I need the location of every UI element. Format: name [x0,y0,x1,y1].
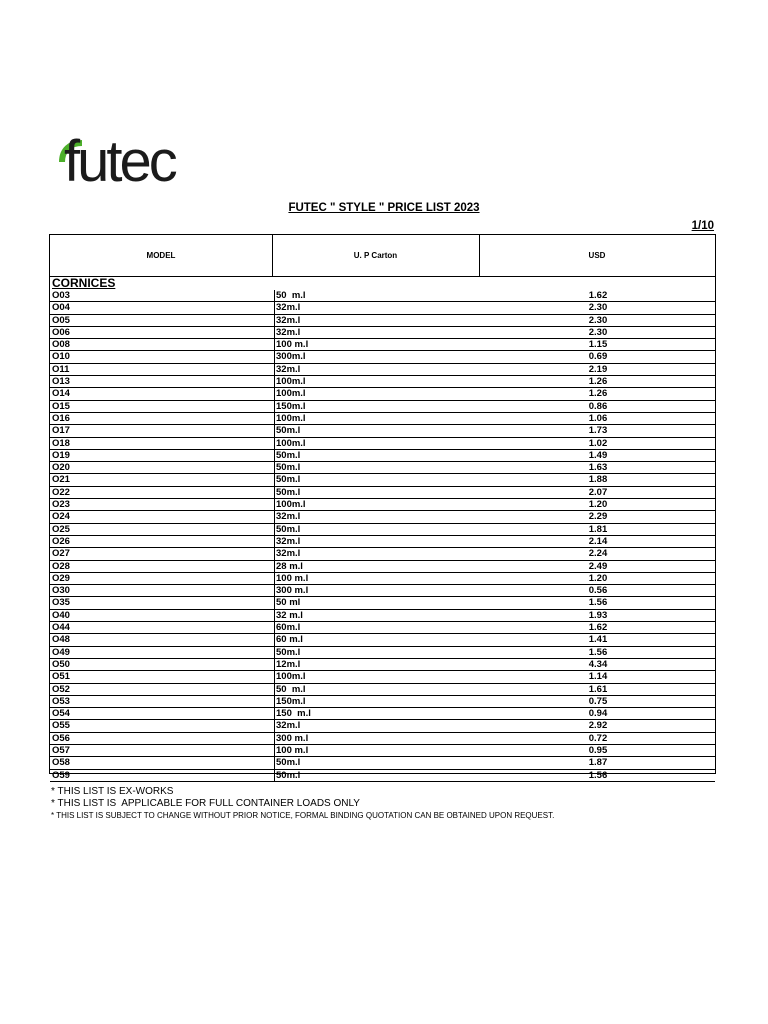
usd-cell: 1.02 [588,437,608,449]
model-cell: O08 [52,339,70,351]
usd-cell: 1.06 [588,412,608,424]
header-usd: USD [588,251,606,260]
futec-logo [56,129,226,202]
model-cell: O55 [52,720,70,732]
table-row [50,745,715,757]
model-cell: O27 [52,548,70,560]
usd-cell: 2.30 [588,302,608,314]
usd-cell: 0.69 [588,351,608,363]
table-row [50,388,715,400]
table-row [50,376,715,388]
usd-cell: 2.30 [588,326,608,338]
logo-wordmark: futec [64,129,175,194]
carton-cell: 50m.l [276,646,301,658]
model-cell: O11 [52,363,70,375]
table-row [50,708,715,720]
table-row [50,684,715,696]
table-row [50,438,715,450]
usd-cell: 1.62 [588,290,608,301]
table-row [50,413,715,425]
table-row [50,720,715,732]
usd-cell: 1.26 [588,388,608,400]
carton-cell: 100m.l [276,388,306,400]
carton-cell: 50 ml [276,597,301,609]
usd-cell: 0.75 [588,695,608,707]
header-model: MODEL [50,235,273,276]
usd-cell: 2.49 [588,560,608,572]
carton-cell: 50m.l [276,523,301,535]
table-header [50,235,715,277]
usd-cell: 4.34 [588,658,608,670]
usd-cell: 1.93 [588,609,608,621]
carton-cell: 100 m.l [276,572,309,584]
carton-cell: 50m.l [276,474,301,486]
table-row [50,610,715,622]
carton-cell: 32m.l [276,326,301,338]
model-cell: O25 [52,523,70,535]
usd-cell: 0.72 [588,732,608,744]
model-cell: O22 [52,486,70,498]
carton-cell: 100 m.l [276,339,309,351]
table-row [50,339,715,351]
usd-cell: 1.14 [588,671,608,683]
model-cell: O04 [52,302,70,314]
table-row [50,290,715,302]
usd-cell: 1.61 [588,683,608,695]
model-cell: O16 [52,412,70,424]
carton-cell: 50 m.l [276,290,306,301]
usd-cell: 2.30 [588,314,608,326]
model-cell: O17 [52,425,70,437]
table-row [50,770,715,782]
carton-cell: 150m.l [276,400,306,412]
model-cell: O54 [52,708,70,720]
usd-cell: 2.19 [588,363,608,375]
carton-cell: 32m.l [276,535,301,547]
carton-cell: 50m.l [276,449,301,461]
usd-cell: 0.86 [588,400,608,412]
model-cell: O35 [52,597,70,609]
notes [51,786,554,821]
table-row [50,351,715,363]
price-table [49,234,716,781]
table-row [50,302,715,314]
usd-cell: 1.15 [588,339,608,351]
model-cell: O49 [52,646,70,658]
usd-cell: 1.62 [588,622,608,634]
usd-cell: 2.24 [588,548,608,560]
carton-cell: 100m.l [276,437,306,449]
table-row [50,524,715,536]
usd-cell: 0.56 [588,585,608,597]
carton-cell: 28 m.l [276,560,303,572]
header-carton: U. P Carton [272,235,480,276]
table-row [50,647,715,659]
carton-cell: 100m.l [276,671,306,683]
carton-cell: 60 m.l [276,634,303,646]
table-row [50,573,715,585]
model-cell: O06 [52,326,70,338]
table-row [50,462,715,474]
carton-cell: 32m.l [276,302,301,314]
carton-cell: 300m.l [276,351,306,363]
carton-cell: 100m.l [276,499,306,511]
table-row [50,733,715,745]
model-cell: O18 [52,437,70,449]
carton-cell: 50m.l [276,462,301,474]
model-cell: O59 [52,769,70,781]
table-row [50,597,715,609]
model-cell: O10 [52,351,70,363]
document-title: FUTEC " STYLE " PRICE LIST 2023 [288,202,480,214]
carton-cell: 12m.l [276,658,301,670]
model-cell: O28 [52,560,70,572]
model-cell: O30 [52,585,70,597]
model-cell: O48 [52,634,70,646]
usd-cell: 1.41 [588,634,608,646]
model-cell: O20 [52,462,70,474]
section-title: CORNICES [52,276,116,290]
carton-cell: 32m.l [276,511,301,523]
usd-cell: 1.88 [588,474,608,486]
table-row [50,659,715,671]
model-cell: O24 [52,511,70,523]
model-cell: O21 [52,474,70,486]
usd-cell: 1.26 [588,376,608,388]
carton-cell: 150m.l [276,695,306,707]
model-cell: O53 [52,695,70,707]
carton-cell: 32m.l [276,363,301,375]
usd-cell: 1.49 [588,449,608,461]
carton-cell: 50m.l [276,757,301,769]
table-row [50,585,715,597]
usd-cell: 1.56 [588,769,608,781]
usd-cell: 1.56 [588,646,608,658]
table-row [50,401,715,413]
model-cell: O13 [52,376,70,388]
table-body [50,290,715,782]
usd-cell: 1.73 [588,425,608,437]
carton-cell: 300 m.l [276,585,309,597]
model-cell: O51 [52,671,70,683]
carton-cell: 150 m.l [276,708,311,720]
model-cell: O52 [52,683,70,695]
model-cell: O56 [52,732,70,744]
usd-cell: 1.56 [588,597,608,609]
note-subject-to-change: * THIS LIST IS SUBJECT TO CHANGE WITHOUT PRIOR NOTICE, FORMAL BINDING QUOTATION CAN BE OBTAINED UPON REQUEST. [51,811,555,820]
model-cell: O15 [52,400,70,412]
usd-cell: 1.20 [588,572,608,584]
model-cell: O57 [52,744,70,756]
table-row [50,671,715,683]
model-cell: O03 [52,290,70,301]
carton-cell: 50 m.l [276,683,306,695]
table-row [50,474,715,486]
carton-cell: 60m.l [276,622,301,634]
model-cell: O58 [52,757,70,769]
model-cell: O26 [52,535,70,547]
carton-cell: 100m.l [276,376,306,388]
table-row [50,696,715,708]
table-row [50,561,715,573]
carton-cell: 50m.l [276,425,301,437]
carton-cell: 50m.l [276,486,301,498]
model-cell: O23 [52,499,70,511]
table-row [50,622,715,634]
table-row [50,487,715,499]
table-row [50,364,715,376]
usd-cell: 2.29 [588,511,608,523]
table-row [50,511,715,523]
carton-cell: 300 m.l [276,732,309,744]
table-row [50,450,715,462]
usd-cell: 0.95 [588,744,608,756]
usd-cell: 1.87 [588,757,608,769]
table-row [50,327,715,339]
table-row [50,499,715,511]
note-container-loads: * THIS LIST IS APPLICABLE FOR FULL CONTAINER LOADS ONLY [51,798,360,809]
model-cell: O05 [52,314,70,326]
note-ex-works: * THIS LIST IS EX-WORKS [51,786,174,797]
model-cell: O14 [52,388,70,400]
carton-cell: 32 m.l [276,609,303,621]
table-row [50,425,715,437]
model-cell: O40 [52,609,70,621]
usd-cell: 1.63 [588,462,608,474]
table-row [50,315,715,327]
usd-cell: 0.94 [588,708,608,720]
model-cell: O19 [52,449,70,461]
table-row [50,536,715,548]
carton-cell: 50m.l [276,769,301,781]
usd-cell: 1.81 [588,523,608,535]
table-row [50,548,715,560]
carton-cell: 32m.l [276,314,301,326]
model-cell: O50 [52,658,70,670]
carton-cell: 32m.l [276,720,301,732]
carton-cell: 100m.l [276,412,306,424]
carton-cell: 32m.l [276,548,301,560]
usd-cell: 2.14 [588,535,608,547]
usd-cell: 2.07 [588,486,608,498]
table-row [50,634,715,646]
usd-cell: 2.92 [588,720,608,732]
table-row [50,757,715,769]
model-cell: O44 [52,622,70,634]
model-cell: O29 [52,572,70,584]
usd-cell: 1.20 [588,499,608,511]
carton-cell: 100 m.l [276,744,309,756]
page-number: 1/10 [691,220,714,232]
